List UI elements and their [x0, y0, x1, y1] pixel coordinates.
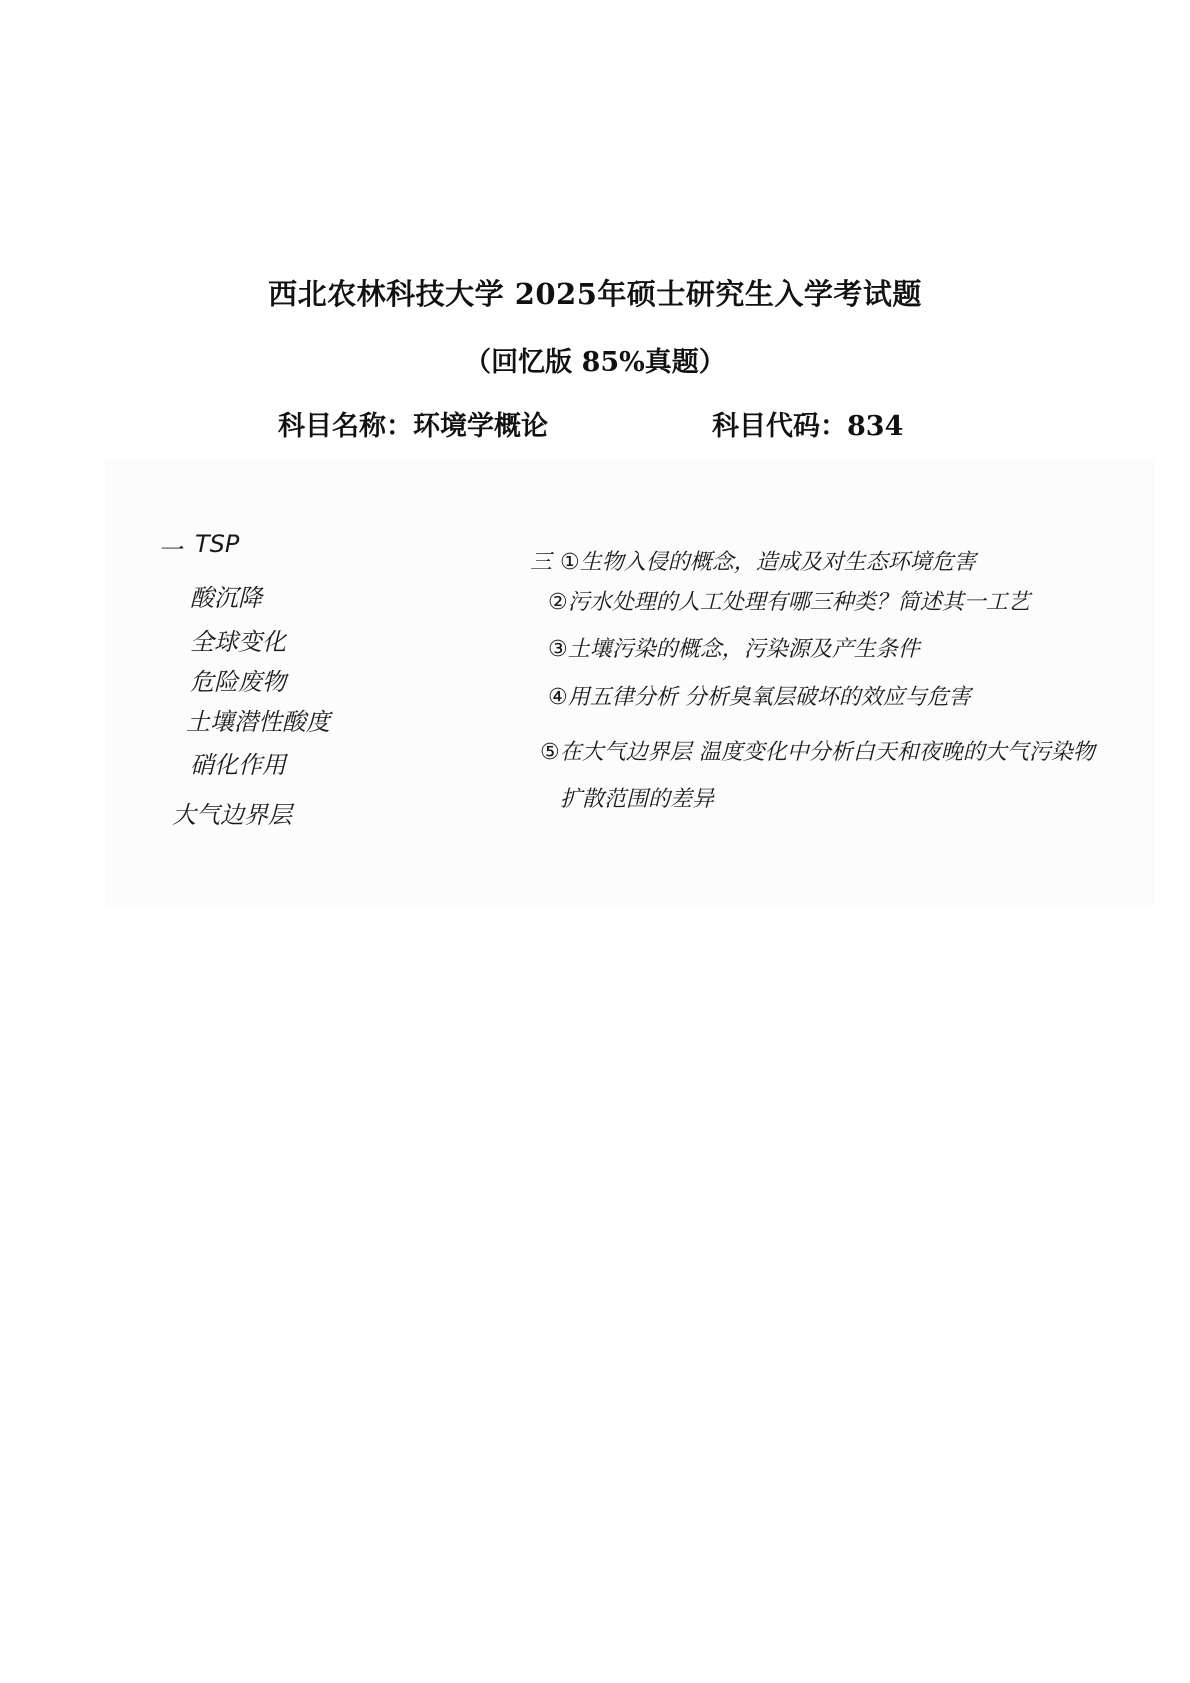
- term-item: 全球变化: [190, 628, 286, 656]
- term-item: TSP: [195, 530, 240, 558]
- question-item: ⑤在大气边界层 温度变化中分析白天和夜晚的大气污染物: [540, 740, 1095, 765]
- question-item: ④用五律分析 分析臭氧层破坏的效应与危害: [548, 685, 971, 710]
- term-item: 酸沉降: [190, 584, 262, 612]
- question-item: ③土壤污染的概念，污染源及产生条件: [548, 637, 920, 662]
- section-marker-right: 三: [530, 550, 553, 575]
- question-item: ①生物入侵的概念，造成及对生态环境危害: [560, 550, 976, 575]
- term-item: 硝化作用: [190, 751, 286, 779]
- question-item: ②污水处理的人工处理有哪三种类？简述其一工艺: [548, 590, 1030, 615]
- term-item: 危险废物: [190, 668, 286, 696]
- question-item: 扩散范围的差异: [560, 787, 715, 812]
- page-title: 西北农林科技大学 2025年硕士研究生入学考试题: [268, 277, 922, 311]
- subject-code: 科目代码：834: [712, 411, 904, 442]
- term-item: 大气边界层: [172, 801, 292, 829]
- section-marker-left: 一: [158, 536, 182, 564]
- term-item: 土壤潜性酸度: [186, 708, 330, 736]
- page-subtitle: （回忆版 85%真题）: [464, 347, 726, 378]
- subject-name: 科目名称：环境学概论: [278, 411, 548, 442]
